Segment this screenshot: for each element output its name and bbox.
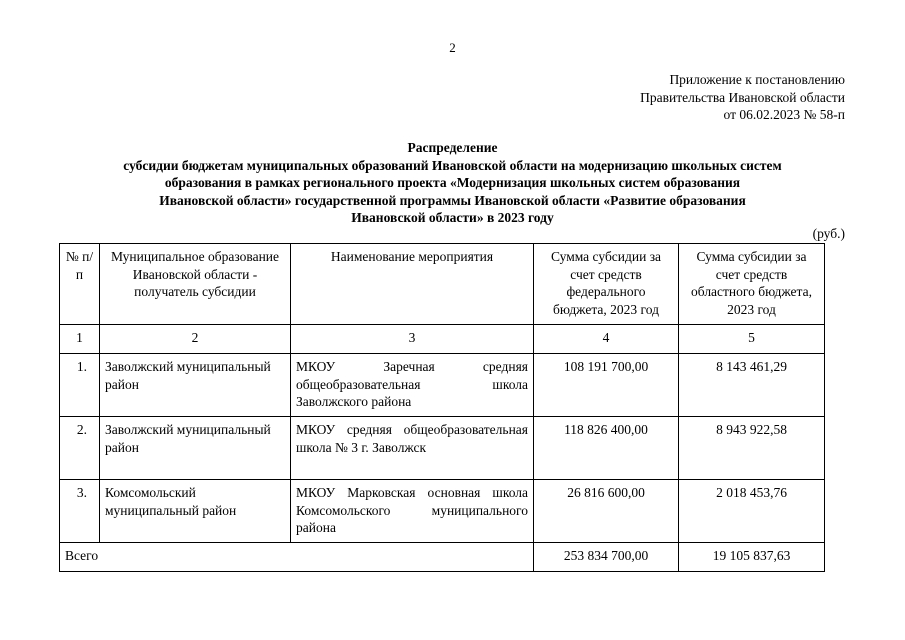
header-event: Наименование мероприятия [291, 244, 534, 325]
row-idx: 2. [60, 417, 100, 480]
row-event: МКОУ средняя общеобразовательная школа № 3 г. Заволжск [291, 417, 534, 480]
row-event: МКОУ Марковская основная школа Комсомольского муниципального района [291, 480, 534, 543]
column-number: 4 [534, 325, 679, 354]
row-municipality: Заволжский муниципальный район [100, 354, 291, 417]
column-number: 1 [60, 325, 100, 354]
title-line-3: образования в рамках регионального проекта «Модернизация школьных систем образования [164, 175, 741, 190]
title-line-5: Ивановской области» в 2023 году [351, 210, 554, 225]
appendix-line-3: от 06.02.2023 № 58-п [723, 107, 845, 122]
row-regional-amount: 2 018 453,76 [679, 480, 825, 543]
row-municipality: Комсомольский муниципальный район [100, 480, 291, 543]
row-municipality: Заволжский муниципальный район [100, 417, 291, 480]
subsidy-table [59, 243, 825, 572]
total-federal-amount: 253 834 700,00 [534, 543, 679, 572]
row-idx: 1. [60, 354, 100, 417]
header-idx: № п/п [60, 244, 100, 325]
column-number: 3 [291, 325, 534, 354]
row-idx: 3. [60, 480, 100, 543]
currency-unit: (руб.) [812, 226, 845, 241]
header-regional: Сумма субсидии за счет средств областного бюджета, 2023 год [679, 244, 825, 325]
title-line-1: Распределение [407, 140, 498, 155]
table-row [60, 480, 825, 543]
header-federal: Сумма субсидии за счет средств федерального бюджета, 2023 год [534, 244, 679, 325]
title-line-4: Ивановской области» государственной программы Ивановской области «Развитие образования [159, 192, 746, 208]
row-regional-amount: 8 943 922,58 [679, 417, 825, 480]
total-regional-amount: 19 105 837,63 [679, 543, 825, 572]
row-federal-amount: 118 826 400,00 [534, 417, 679, 480]
row-regional-amount: 8 143 461,29 [679, 354, 825, 417]
total-row [60, 543, 825, 572]
appendix-reference [640, 71, 845, 124]
column-numbers-row [60, 325, 825, 354]
total-label: Всего [60, 543, 534, 572]
column-number: 2 [100, 325, 291, 354]
page-number: 2 [449, 40, 456, 55]
table-row [60, 417, 825, 480]
column-number: 5 [679, 325, 825, 354]
header-municipality: Муниципальное образование Ивановской области - получатель субсидии [100, 244, 291, 325]
row-event: МКОУ Заречная средняя общеобразовательная школа Заволжского района [291, 354, 534, 417]
table-header-row [60, 244, 825, 325]
row-federal-amount: 108 191 700,00 [534, 354, 679, 417]
table-row [60, 354, 825, 417]
appendix-line-1: Приложение к постановлению [669, 72, 845, 87]
appendix-line-2: Правительства Ивановской области [640, 89, 845, 105]
row-federal-amount: 26 816 600,00 [534, 480, 679, 543]
document-title [60, 139, 845, 227]
title-line-2: субсидии бюджетам муниципальных образований Ивановской области на модернизацию школьных систем [123, 157, 782, 173]
